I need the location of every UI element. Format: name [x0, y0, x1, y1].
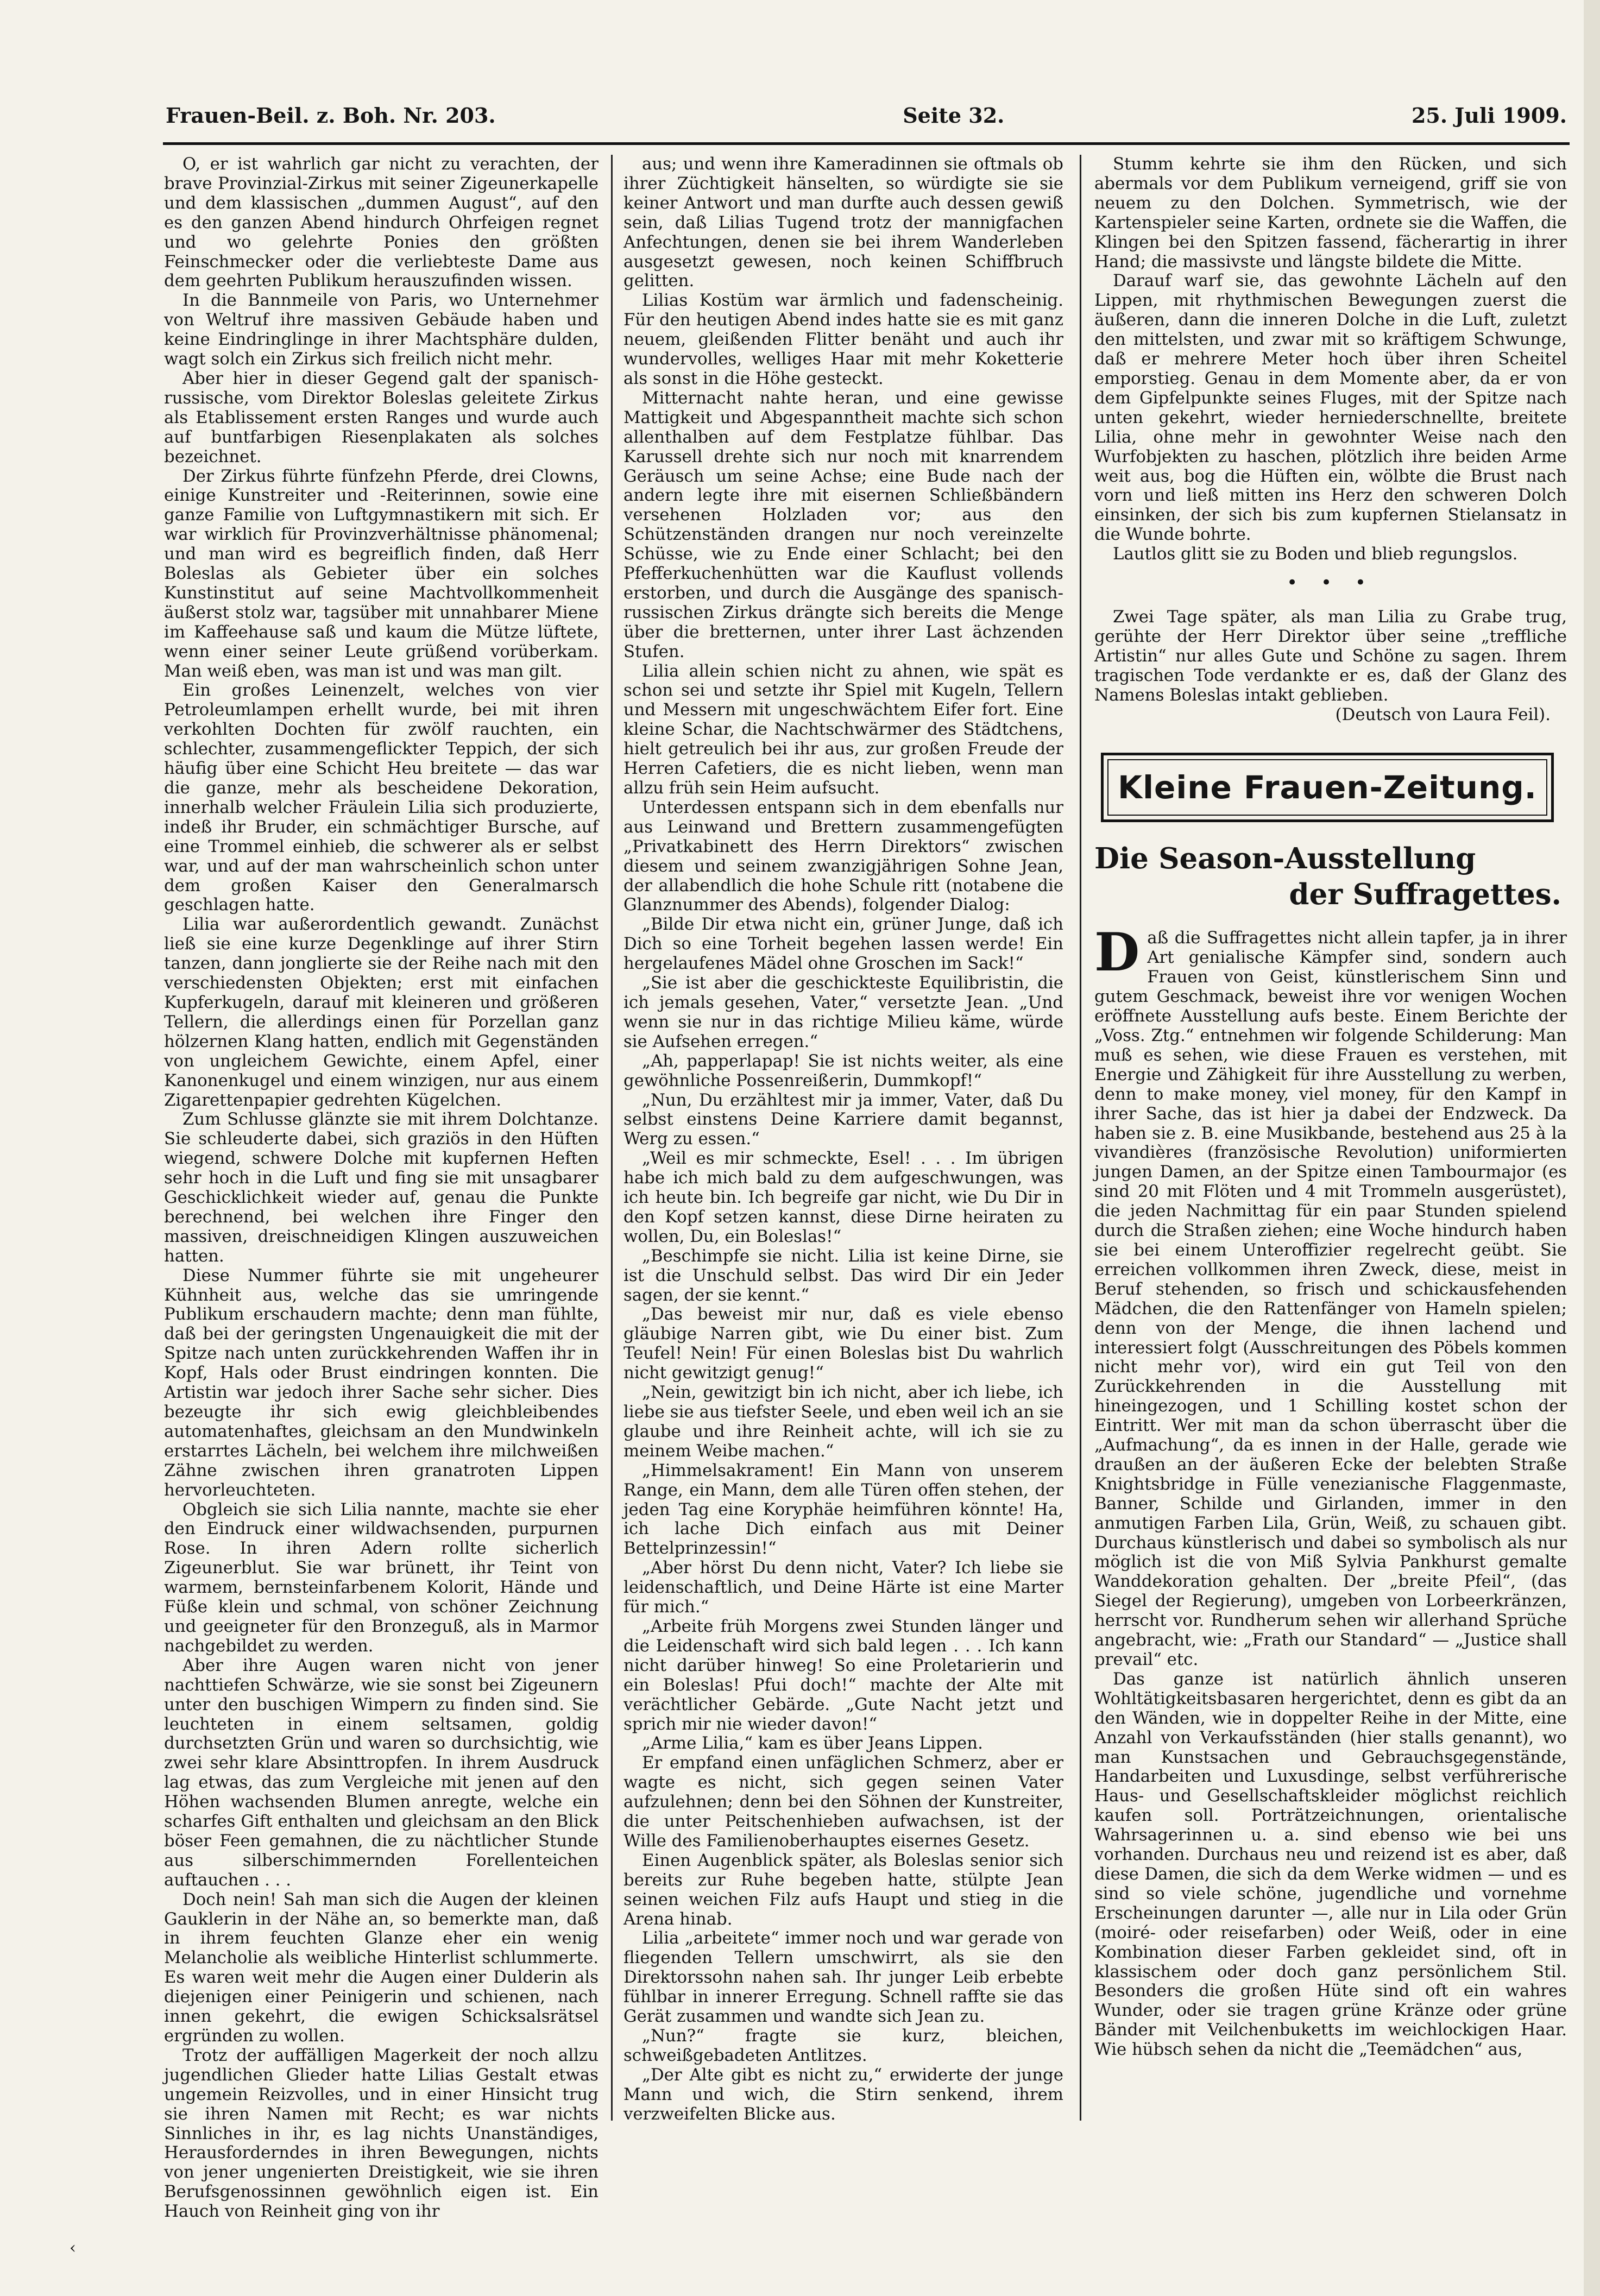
- paragraph: Er empfand einen unfäglichen Schmerz, aber er wagte es nicht, sich gegen seinen Vater aufzulehnen; denn bei den Söhnen der Kunstreiter, die unter Peitschenhieben aufwachsen, ist der Wille des Familienoberhauptes eisernes Gesetz.: [623, 1753, 1063, 1851]
- article-paragraph: [1094, 922, 1567, 1669]
- article-title-line-1: Die Season-Ausstellung: [1094, 842, 1476, 876]
- translator-byline: (Deutsch von Laura Feil).: [1335, 704, 1551, 724]
- paragraph: Lilia allein schien nicht zu ahnen, wie spät es schon sei und setzte ihr Spiel mit Kugeln, Tellern und Messern mit ungeschwächtem Eifer fort. Eine kleine Schar, die Nachtschwärmer des Städtchens, hielt getreulich bei ihr aus, zur großen Freude der Herren Cafetiers, die es nicht lieben, wenn man allzu früh sein Heim aufsucht.: [623, 661, 1063, 798]
- paragraph: Lilia „arbeitete“ immer noch und war gerade von fliegenden Tellern umschwirrt, als sie den Direktorssohn nahen sah. Ihr junger Leib erbebte fühlbar in innerer Erregung. Schnell raffte sie das Gerät zusammen und wandte sich Jean zu.: [623, 1928, 1063, 2027]
- paragraph: Aber hier in dieser Gegend galt der spanisch-russische, vom Direktor Boleslas geleitete Zirkus als Etablissement ersten Ranges und wurde auch auf buntfarbigen Riesenplakaten als solches bezeichnet.: [164, 368, 599, 466]
- margin-mark: ‹: [70, 2238, 76, 2257]
- dialogue-line: „Nun, Du erzähltest mir ja immer, Vater, daß Du selbst einstens Deine Karriere damit begannst, Werg zu essen.“: [623, 1090, 1063, 1149]
- paragraph: Stumm kehrte sie ihm den Rücken, und sich abermals vor dem Publikum verneigend, griff sie von neuem zu den Dolchen. Symmetrisch, wie der Kartenspieler seine Karten, ordnete sie die Waffen, die Klingen bei den Spitzen fassend, fächerartig in ihrer Hand; die massivste und längste bildete die Mitte.: [1094, 154, 1567, 272]
- paragraph: Diese Nummer führte sie mit ungeheurer Kühnheit aus, welche das sie umringende Publikum erschaudern machte; denn man fühlte, daß bei der geringsten Ungenauigkeit die mit der Spitze nach unten zurückkehrenden Waffen ihr in Kopf, Hals oder Brust eindringen konnten. Die Artistin war jedoch ihrer Sache sehr sicher. Dies bezeugte ihr sich ewig gleichbleibendes automatenhaftes, gleichsam an den Mundwinkeln erstarrtes Lächeln, bei welchem ihre milchweißen Zähne zwischen ihren granatroten Lippen hervorleuchteten.: [164, 1265, 599, 1500]
- section-title: Kleine Frauen-Zeitung.: [1118, 768, 1537, 806]
- header-rule: [163, 142, 1570, 145]
- paragraph: Trotz der auffälligen Magerkeit der noch allzu jugendlichen Glieder hatte Lilias Gestalt etwas ungemein Reizvolles, und in einer Hinsicht trug sie ihren Namen mit Recht; es war nichts Sinnliches in ihr, es lag nichts Unanständiges, Herausforderndes in ihren Bewegungen, nichts von jener ungenierten Dreistigkeit, wie sie ihren Berufsgenossinnen gewöhnlich eigen ist. Ein Hauch von Reinheit ging von ihr: [164, 2045, 599, 2222]
- paragraph: Mitternacht nahte heran, und eine gewisse Mattigkeit und Abgespanntheit machte sich schon allenthalben auf dem Festplatze fühlbar. Das Karussell drehte sich nur noch mit knarrendem Geräusch um seine Achse; eine Bude nach der andern legte ihre mit eisernen Schließbändern versehenen Holzladen vor; aus den Schützenständen drangen nur noch vereinzelte Schüsse, wie zu Ende einer Schlacht; bei den Pfefferkuchenhütten war die Kauflust vollends erstorben, und durch die Ausgänge des spanisch-russischen Zirkus drängte sich bereits die Menge über die bretternen, unter ihrer Last ächzenden Stufen.: [623, 388, 1063, 661]
- dialogue-line: „Der Alte gibt es nicht zu,“ erwiderte der junge Mann und wich, die Stirn senkend, ihrem verzweifelten Blicke aus.: [623, 2065, 1063, 2124]
- scan-edge: [1584, 0, 1600, 2296]
- dialogue-line: „Arme Lilia,“ kam es über Jeans Lippen.: [642, 1733, 983, 1753]
- paragraph: Zwei Tage später, als man Lilia zu Grabe trug, gerühte der Herr Direktor über seine „treffliche Artistin“ nur alles Gute und Schöne zu sagen. Ihrem tragischen Tode verdankte er es, daß der Glanz des Namens Boleslas intakt geblieben.: [1094, 607, 1567, 705]
- paragraph: Unterdessen entspann sich in dem ebenfalls nur aus Leinwand und Brettern zusammengefügten „Privatkabinett des Herrn Direktors“ zwischen diesem und seinem zwanzigjährigen Sohne Jean, der allabendlich die hohe Schule ritt (notabene die Glanznummer des Abends), folgender Dialog:: [623, 797, 1063, 915]
- dialogue-line: „Weil es mir schmeckte, Esel! . . . Im übrigen habe ich mich bald zu dem aufgeschwungen, was ich heute bin. Ich begreife gar nicht, wie Du Dir in den Kopf setzen kannst, diese Dirne heiraten zu wollen, Du, ein Boleslas!“: [623, 1149, 1063, 1246]
- dialogue-line: „Bilde Dir etwa nicht ein, grüner Junge, daß ich Dich so eine Torheit begehen lassen werde! Ein hergelaufenes Mädel ohne Groschen im Sack!“: [623, 914, 1063, 974]
- column-rule: [611, 155, 613, 2121]
- paragraph: Lilia war außerordentlich gewandt. Zunächst ließ sie eine kurze Degenklinge auf ihrer Stirn tanzen, dann jonglierte sie der Reihe nach mit den verschiedensten Objekten; erst mit einfachen Kupferkugeln, darauf mit kleineren und größeren Tellern, die allerdings einen für Porzellan ganz hölzernen Klang hatten, endlich mit Gegenständen von ungleichem Gewichte, einem Apfel, einer Kanonenkugel und einem winzigen, nur aus einem Zigarettenpapier gedrehten Kügelchen.: [164, 914, 599, 1110]
- section-heading-box: [1101, 753, 1554, 822]
- column-1: [164, 154, 599, 2222]
- column-3: [1094, 155, 1567, 2126]
- paragraph: Ein großes Leinenzelt, welches von vier Petroleumlampen erhellt wurde, bei mit ihren verkohlten Dochten für zwölf rauchten, ein schlechter, zusammengeflickter Teppich, der sich häufig über eine Schicht Heu breitete — das war die ganze, mehr als bescheidene Dekoration, innerhalb welcher Fräulein Lilia sich produzierte, indeß ihr Bruder, ein schmächtiger Bursche, auf eine Trommel einhieb, die schwerer als er selbst war, und auf der man wahrscheinlich schon unter dem großen Kaiser den Generalmarsch geschlagen hatte.: [164, 680, 599, 915]
- paragraph: O, er ist wahrlich gar nicht zu verachten, der brave Provinzial-Zirkus mit seiner Zigeunerkapelle und dem klassischen „dummen August“, auf den es den ganzen Abend hindurch Ohrfeigen regnet und wo gelehrte Ponies den größten Feinschmecker oder die verliebteste Dame aus dem geehrten Publikum herauszufinden wissen.: [164, 154, 599, 291]
- article-title-line-2: der Suffragettes.: [1289, 878, 1561, 912]
- paragraph: Lilias Kostüm war ärmlich und fadenscheinig. Für den heutigen Abend indes hatte sie es mit ganz neuem, gleißenden Flitter benäht und auch ihr wundervolles, welliges Haar mit mehr Koketterie als sonst in die Höhe gesteckt.: [623, 291, 1063, 388]
- dialogue-line: „Nein, gewitzigt bin ich nicht, aber ich liebe, ich liebe sie aus tiefster Seele, und eben weil ich an sie glaube und ihre Reinheit achte, will ich sie zu meinem Weibe machen.“: [623, 1383, 1063, 1461]
- header-issue: Frauen-Beil. z. Boh. Nr. 203.: [166, 103, 496, 128]
- dialogue-line: „Arbeite früh Morgens zwei Stunden länger und die Leidenschaft wird sich bald legen . . . Ich kann nicht darüber hinweg! So eine Proletarierin und ein Boleslas! Pfui doch!“ machte der Alte mit verächtlicher Gebärde. „Gute Nacht jetzt und sprich mir nie wieder davon!“: [623, 1616, 1063, 1734]
- column-rule: [1080, 155, 1081, 2121]
- article-paragraph-text: aß die Suffragettes nicht allein tapfer, ja in ihrer Art genialische Kämpfer sind, sondern auch Frauen von Geist, künstlerischem Sinn und gutem Geschmack, beweist ihre vor wenigen Wochen eröffnete Ausstellung aufs beste. Einem Berichte der „Voss. Ztg.“ entnehmen wir folgende Schilderung: Man muß es sehen, wie diese Frauen es verstehen, mit Energie und Zähigkeit für ihre Ausstellung zu werben, denn to make money, viel money, für den Kampf in ihrer Sache, das ist hier ja dabei der Endzweck. Da haben sie z. B. eine Musikbande, bestehend aus 25 à la vivandières (französische Revolution) uniformierten jungen Damen, an der Spitze einen Tambourmajor (es sind 20 mit Flöten und 4 mit Trommeln ausgerüstet), die jeden Nachmittag für ein paar Stunden spielend durch die Straßen ziehen; eine Woche hindurch haben sie bei einem Unteroffizier regelrecht geübt. Sie erreichen vollkommen ihren Zweck, diese, meist in Beruf stehenden, so frisch und schickausfehenden Mädchen, die den Rattenfänger von Hameln spielen; denn von der Menge, die ihnen lachend und interessiert folgt (Ausschreitungen des Pöbels kommen nicht mehr vor), wird ein gut Teil von den Zurückkehrenden in die Ausstellung mit hineingezogen, und 1 Schilling kostet schon der Eintritt. Wer mit man da schon überrascht über die „Aufmachung“, da es innen in der Halle, gerade wie draußen an der äußeren Ecke der belebten Straße Knightsbridge in Fülle venezianische Flaggenmaste, Banner, Schilde und Girlanden, immer in den anmutigen Farben Lila, Grün, Weiß, zu schauen gibt. Durchaus künstlerisch und dabei so symbolisch als nur möglich ist die von Miß Sylvia Pankhurst gemalte Wanddekoration gehalten. Der „breite Pfeil“, (das Siegel der Regierung), umgeben von Lorbeerkränzen, herrscht vor. Rundherum sehen wir allerhand Sprüche angebracht, wie: „Frath our Standard“ — „Justice shall prevail“ etc.: [1094, 928, 1567, 1669]
- column-2: [623, 155, 1063, 2126]
- paragraph: Lautlos glitt sie zu Boden und blieb regungslos.: [1113, 544, 1518, 564]
- dialogue-line: „Aber hörst Du denn nicht, Vater? Ich liebe sie leidenschaftlich, und Deine Härte ist eine Marter für mich.“: [623, 1558, 1063, 1617]
- section-divider: • • •: [1287, 572, 1375, 594]
- paragraph: Doch nein! Sah man sich die Augen der kleinen Gauklerin in der Nähe an, so bemerkte man, daß in ihrem feuchten Glanze eher ein wenig Melancholie als weibliche Hinterlist schlummerte. Es waren weit mehr die Augen einer Dulderin als diejenigen einer Peinigerin und schienen, nach innen gekehrt, die ewigen Schicksalsrätsel ergründen zu wollen.: [164, 1889, 599, 2046]
- article-paragraph: Das ganze ist natürlich ähnlich unseren Wohltätigkeitsbasaren hergerichtet, denn es gibt da an den Wänden, wie in doppelter Reihe in der Mitte, eine Anzahl von Verkaufsständen (hier stalls genannt), wo man Kunstsachen und Gebrauchsgegenstände, Handarbeiten und Luxusdinge, selbst verführerische Haus- und Gesellschaftskleider möglichst reichlich kaufen soll. Porträtzeichnungen, orientalische Wahrsagerinnen u. a. sind ebenso wie bei uns vorhanden. Durchaus neu und reizend ist es aber, daß diese Damen, die sich da dem Werke widmen — und es sind so viele schöne, jugendliche und vornehme Erscheinungen darunter —, alle nur in Lila oder Grün (moiré- oder reisefarben) oder Weiß, oder in eine Kombination dieser Farben gekleidet sind, oft in klassischem oder doch ganz persönlichem Stil. Besonders die großen Hüte sind oft ein wahres Wunder, oder sie tragen grüne Kränze oder grüne Bänder mit Veilchenbuketts im weichlockigen Haar. Wie hübsch sehen da nicht die „Teemädchen“ aus,: [1094, 1669, 1567, 2060]
- dialogue-line: „Sie ist aber die geschickteste Equilibristin, die ich jemals gesehen, Vater,“ versetzte Jean. „Und wenn sie nur in das richtige Milieu käme, würde sie Aufsehen erregen.“: [623, 973, 1063, 1051]
- dialogue-line: „Ah, papperlapap! Sie ist nichts weiter, als eine gewöhnliche Possenreißerin, Dummkopf!“: [623, 1051, 1063, 1090]
- dialogue-line: „Das beweist mir nur, daß es viele ebenso gläubige Narren gibt, wie Du einer bist. Zum Teufel! Nein! Für einen Boleslas bist Du wahrlich nicht gewitzigt genug!“: [623, 1304, 1063, 1383]
- drop-cap: D: [1094, 922, 1140, 983]
- paragraph: Zum Schlusse glänzte sie mit ihrem Dolchtanze. Sie schleuderte dabei, sich graziös in den Hüften wiegend, schwere Dolche mit kupfernen Heften sehr hoch in die Luft und fing sie mit unsagbarer Geschicklichkeit wieder auf, genau die Punkte berechnend, bei welchen ihre Finger den massiven, dreischneidigen Klingen auszuweichen hatten.: [164, 1109, 599, 1266]
- paragraph: Einen Augenblick später, als Boleslas senior sich bereits zur Ruhe begeben hatte, stülpte Jean seinen weichen Filz aufs Haupt und stieg in die Arena hinab.: [623, 1850, 1063, 1929]
- paragraph: In die Bannmeile von Paris, wo Unternehmer von Weltruf ihre massiven Gebäude haben und keine Eindringlinge in ihrer Machtsphäre dulden, wagt solch ein Zirkus sich freilich nicht mehr.: [164, 291, 599, 369]
- paragraph: Aber ihre Augen waren nicht von jener nachttiefen Schwärze, wie sie sonst bei Zigeunern unter den buschigen Wimpern zu finden sind. Sie leuchteten in einem seltsamen, goldig durchsetzten Grün und waren so durchsichtig, wie zwei sehr klare Absinttropfen. In ihrem Ausdruck lag etwas, das zum Vergleiche mit jenen auf den Höhen wachsenden Blumen anregte, welche ein scharfes Gift enthalten und gleichsam an den Blick böser Feen gemahnen, die zu nächtlicher Stunde aus silberschimmernden Forellenteichen auftauchen . . .: [164, 1655, 599, 1890]
- paragraph: Obgleich sie sich Lilia nannte, machte sie eher den Eindruck einer wildwachsenden, purpurnen Rose. In ihren Adern rollte sicherlich Zigeunerblut. Sie war brünett, ihr Teint von warmem, bernsteinfarbenem Kolorit, Hände und Füße klein und schmal, von schöner Zeichnung und geeigneter für den Bronzeguß, als in Marmor nachgebildet zu werden.: [164, 1499, 599, 1656]
- dialogue-line: „Nun?“ fragte sie kurz, bleichen, schweißgebadeten Antlitzes.: [623, 2026, 1063, 2065]
- header-page-number: Seite 32.: [903, 103, 1005, 128]
- paragraph: Der Zirkus führte fünfzehn Pferde, drei Clowns, einige Kunstreiter und -Reiterinnen, sowie eine ganze Familie von Luftgymnastikern mit sich. Er war wirklich für Provinzverhältnisse phänomenal; und man wird es begreiflich finden, daß Herr Boleslas als Gebieter über ein solches Kunstinstitut auf seine Machtvollkommenheit äußerst stolz war, tagsüber mit unnahbarer Miene im Kaffeehause saß und kaum die Mütze lüftete, wenn einer seiner Leute grüßend vorüberkam. Man weiß eben, was man ist und was man gilt.: [164, 466, 599, 681]
- dialogue-line: „Himmelsakrament! Ein Mann von unserem Range, ein Mann, dem alle Türen offen stehen, der jeden Tag eine Koryphäe heimführen könnte! Ha, ich lache Dich einfach aus mit Deiner Bettelprinzessin!“: [623, 1460, 1063, 1559]
- paragraph: aus; und wenn ihre Kameradinnen sie oftmals ob ihrer Züchtigkeit hänselten, so würdigte sie sie keiner Antwort und man durfte auch dessen gewiß sein, daß Lilias Tugend trotz der mannigfachen Anfechtungen, denen sie bei ihrem Wanderleben ausgesetzt gewesen, noch keinen Schiffbruch gelitten.: [623, 154, 1063, 291]
- paragraph: Darauf warf sie, das gewohnte Lächeln auf den Lippen, mit rhythmischen Bewegungen zuerst die äußeren, dann die inneren Dolche in die Luft, zuletzt den mittelsten, und zwar mit so kräftigem Schwunge, daß er mehrere Meter hoch über ihren Scheitel emporstieg. Genau in dem Momente aber, da er von dem Gipfelpunkte seines Fluges, mit der Spitze nach unten gekehrt, wieder herniederschnellte, breitete Lilia, ohne mehr in gewohnter Weise nach den Wurfobjekten zu haschen, plötzlich ihre beiden Arme weit aus, bog die Hüften ein, wölbte die Brust nach vorn und ließ mitten ins Herz den schweren Dolch einsinken, der sich bis zum kupfernen Stielansatz in die Wunde bohrte.: [1094, 271, 1567, 545]
- article-title: [1094, 841, 1567, 912]
- page-header: [166, 103, 1567, 138]
- header-date: 25. Juli 1909.: [1411, 103, 1567, 128]
- dialogue-line: „Beschimpfe sie nicht. Lilia ist keine Dirne, sie ist die Unschuld selbst. Das wird Dir ein Jeder sagen, der sie kennt.“: [623, 1246, 1063, 1305]
